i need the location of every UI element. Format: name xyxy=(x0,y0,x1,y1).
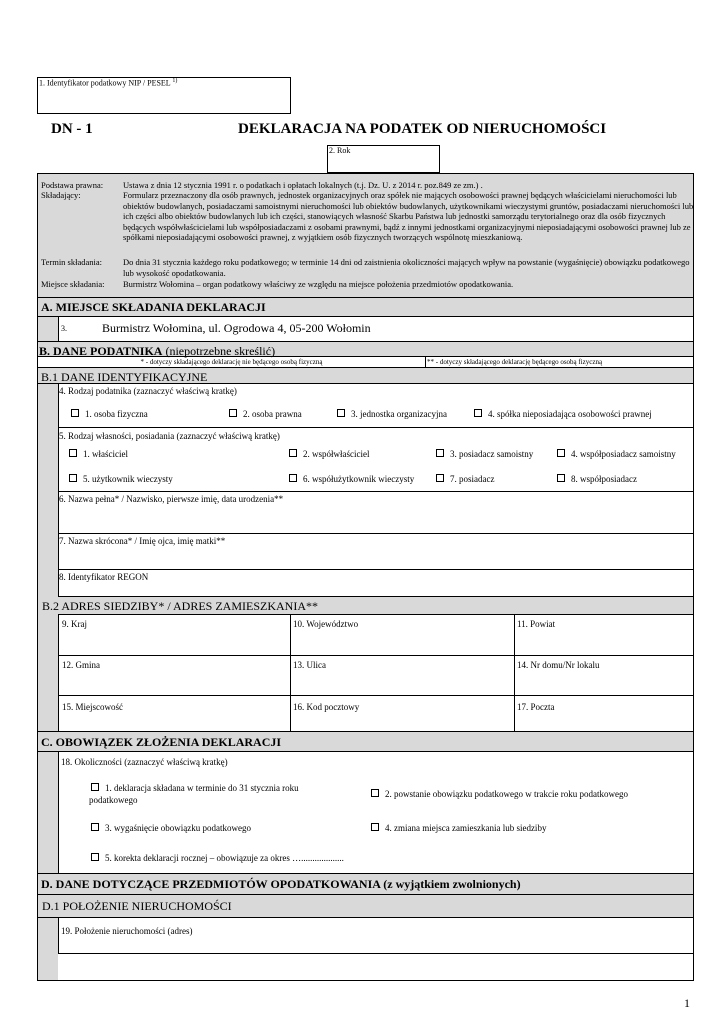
ownership-option-3[interactable]: 3. posiadacz samoistny xyxy=(436,449,533,459)
checkbox-icon xyxy=(557,474,565,482)
b1-header xyxy=(38,368,693,384)
field-8-regon[interactable] xyxy=(59,570,693,597)
field-4-label: 4. Rodzaj podatnika (zaznaczyć właściwą kratkę) xyxy=(59,386,237,396)
section-a-header xyxy=(38,297,693,317)
section-b-title: B. DANE PODATNIKA xyxy=(39,344,163,358)
section-c-title: C. OBOWIĄZEK ZŁOŻENIA DEKLARACJI xyxy=(41,735,282,749)
field-11-label: 11. Powiat xyxy=(517,619,556,629)
note-natural-person: ** - dotyczy składającego deklarację będącego osobą fizyczną xyxy=(427,358,603,366)
checkbox-icon xyxy=(371,789,379,797)
checkbox-icon xyxy=(69,449,77,457)
field-8-label: 8. Identyfikator REGON xyxy=(59,572,149,582)
obligation-option-1-line2: podatkowego xyxy=(89,795,138,805)
checkbox-icon xyxy=(91,783,99,791)
podstawa-label: Podstawa prawna: xyxy=(41,180,104,190)
obligation-option-5[interactable]: 5. korekta deklaracji rocznej – obowiązuje za okres …................... xyxy=(91,853,344,863)
obligation-option-2[interactable]: 2. powstanie obowiązku podatkowego w trakcie roku podatkowego xyxy=(371,789,628,799)
ownership-option-2[interactable]: 2. współwłaściciel xyxy=(289,449,370,459)
podstawa-text: Ustawa z dnia 12 stycznia 1991 r. o podatkach i opłatach lokalnych (t.j. Dz. U. z 2014 r. poz.849 ze zm.) . xyxy=(123,180,483,190)
checkbox-icon xyxy=(474,409,482,417)
field-9-label: 9. Kraj xyxy=(62,619,87,629)
grid-line xyxy=(59,655,694,656)
d1-title: D.1 POŁOŻENIE NIERUCHOMOŚCI xyxy=(42,899,232,913)
checkbox-icon xyxy=(337,409,345,417)
field-5-label: 5. Rodzaj własności, posiadania (zaznaczyć właściwą kratkę) xyxy=(59,431,280,441)
field-6-label: 6. Nazwa pełna* / Nazwisko, pierwsze imię, data urodzenia** xyxy=(59,494,284,504)
ownership-option-4[interactable]: 4. współposiadacz samoistny xyxy=(557,449,676,459)
grid-line xyxy=(290,615,291,732)
d1-margin xyxy=(38,918,58,980)
d1-header xyxy=(38,895,693,918)
obligation-option-4[interactable]: 4. zmiana miejsca zamieszkania lub siedziby xyxy=(371,823,546,833)
field-3-number: 3. xyxy=(61,324,67,333)
section-a-field[interactable] xyxy=(58,317,693,341)
field-7-short-name[interactable] xyxy=(59,534,693,570)
taxpayer-type-option-4[interactable]: 4. spółka nieposiadająca osobowości prawnej xyxy=(474,409,652,419)
checkbox-icon xyxy=(229,409,237,417)
field-10-label: 10. Województwo xyxy=(293,619,359,629)
b2-header xyxy=(38,597,693,614)
taxpayer-type-option-3[interactable]: 3. jednostka organizacyjna xyxy=(337,409,447,419)
ownership-option-1[interactable]: 1. właściciel xyxy=(69,449,128,459)
field-5 xyxy=(59,428,693,492)
checkbox-icon xyxy=(91,853,99,861)
obligation-option-1[interactable]: 1. deklaracja składana w terminie do 31 stycznia roku xyxy=(91,783,299,793)
b1-margin xyxy=(38,384,58,597)
ownership-option-7[interactable]: 7. posiadacz xyxy=(436,474,494,484)
skladajacy-label: Składający: xyxy=(41,190,81,200)
checkbox-icon xyxy=(71,409,79,417)
termin-label: Termin składania: xyxy=(41,257,103,267)
field-6-full-name[interactable] xyxy=(59,492,693,534)
form-code: DN - 1 xyxy=(51,121,93,137)
nip-label: 1. Identyfikator podatkowy NIP / PESEL $^{1)}$ xyxy=(39,78,178,88)
checkbox-icon xyxy=(69,474,77,482)
section-b-note: (niepotrzebne skreślić) xyxy=(165,344,276,358)
note-legal-person: * - dotyczy składającego deklarację nie będącego osobą fizyczną xyxy=(38,357,426,367)
miejsce-label: Miejsce składania: xyxy=(41,279,105,289)
field-19-label: 19. Położenie nieruchomości (adres) xyxy=(61,926,193,936)
checkbox-icon xyxy=(371,823,379,831)
year-box[interactable] xyxy=(327,145,440,173)
preamble xyxy=(38,174,693,297)
miejsce-text: Burmistrz Wołomina – organ podatkowy właściwy ze względu na miejsce położenia przedmiotów opodatkowania. xyxy=(123,279,514,289)
section-d-header xyxy=(38,873,693,895)
form-title: DEKLARACJA NA PODATEK OD NIERUCHOMOŚCI xyxy=(238,121,607,137)
b1-title: B.1 DANE IDENTYFIKACYJNE xyxy=(41,370,208,384)
nip-box[interactable] xyxy=(37,77,291,114)
field-18-label: 18. Okoliczności (zaznaczyć właściwą kratkę) xyxy=(61,757,228,767)
checkbox-icon xyxy=(436,449,444,457)
field-16-label: 16. Kod pocztowy xyxy=(293,702,360,712)
field-15-label: 15. Miejscowość xyxy=(62,702,123,712)
ownership-option-6[interactable]: 6. współużytkownik wieczysty xyxy=(289,474,414,484)
ownership-option-8[interactable]: 8. współposiadacz xyxy=(557,474,637,484)
field-17-label: 17. Poczta xyxy=(517,702,555,712)
b2-margin xyxy=(38,614,58,731)
termin-text: Do dnia 31 stycznia każdego roku podatkowego; w terminie 14 dni od zaistnienia okoliczności mających wpływ na powstanie (wygaśnięcie) obowiązku podatkowego lub wysokość opodatkowania. xyxy=(123,257,690,278)
checkbox-icon xyxy=(289,474,297,482)
ownership-option-5[interactable]: 5. użytkownik wieczysty xyxy=(69,474,173,484)
section-a-margin xyxy=(38,317,58,341)
section-d-title: D. DANE DOTYCZĄCE PRZEDMIOTÓW OPODATKOWANIA (z wyjątkiem zwolnionych) xyxy=(41,877,521,891)
section-b-header xyxy=(38,341,693,357)
field-12-label: 12. Gmina xyxy=(62,660,100,670)
taxpayer-type-option-2[interactable]: 2. osoba prawna xyxy=(229,409,302,419)
b-notes-row xyxy=(38,357,693,368)
taxpayer-type-option-1[interactable]: 1. osoba fizyczna xyxy=(71,409,148,419)
section-a-title: A. MIEJSCE SKŁADANIA DEKLARACJI xyxy=(41,300,266,314)
field-13-label: 13. Ulica xyxy=(293,660,326,670)
address-grid xyxy=(58,614,693,731)
checkbox-icon xyxy=(436,474,444,482)
checkbox-icon xyxy=(289,449,297,457)
b2-title: B.2 ADRES SIEDZIBY* / ADRES ZAMIESZKANIA** xyxy=(42,599,319,613)
grid-line xyxy=(514,615,515,732)
checkbox-icon xyxy=(557,449,565,457)
field-18 xyxy=(58,752,693,873)
section-c-margin xyxy=(38,752,58,873)
field-19-location[interactable] xyxy=(58,918,693,954)
checkbox-icon xyxy=(91,823,99,831)
field-14-label: 14. Nr domu/Nr lokalu xyxy=(517,660,600,670)
grid-line xyxy=(59,695,694,696)
section-c-header xyxy=(38,731,693,752)
section-a-value: Burmistrz Wołomina, ul. Ogrodowa 4, 05-200 Wołomin xyxy=(102,321,371,335)
skladajacy-text: Formularz przeznaczony dla osób prawnych, jednostek organizacyjnych oraz spółek nie mających osobowości prawnej będących właścicielami nieruchomości lub obiektów budowlanych, posiadaczami samoistnymi nieruchomości lub obiektów budowlanych, użytkownikami wieczystymi gruntów, posiadaczami nieruchomości lub ich części albo obiektów budowlanych lub ich części, stanowiących własność Skarbu Państwa lub jednostki samorządu terytorialnego oraz dla osób fizycznych będących współwłaścicielami lub współposiadaczami z osobami prawnymi, bądź z innymi jednostkami organizacyjnymi nieposiadającymi osobowości prawnej lub ze spółkami nieposiadającymi osobowości prawnej, z wyjątkiem osób fizycznych tworzących wspólnotę mieszkaniową. xyxy=(123,190,694,242)
field-4 xyxy=(59,384,693,428)
field-7-label: 7. Nazwa skrócona* / Imię ojca, imię matki** xyxy=(59,536,226,546)
year-label: 2. Rok xyxy=(329,146,351,155)
obligation-option-3[interactable]: 3. wygaśnięcie obowiązku podatkowego xyxy=(91,823,251,833)
nip-footnote: 1) xyxy=(172,78,178,84)
page-number: 1 xyxy=(684,996,690,1010)
